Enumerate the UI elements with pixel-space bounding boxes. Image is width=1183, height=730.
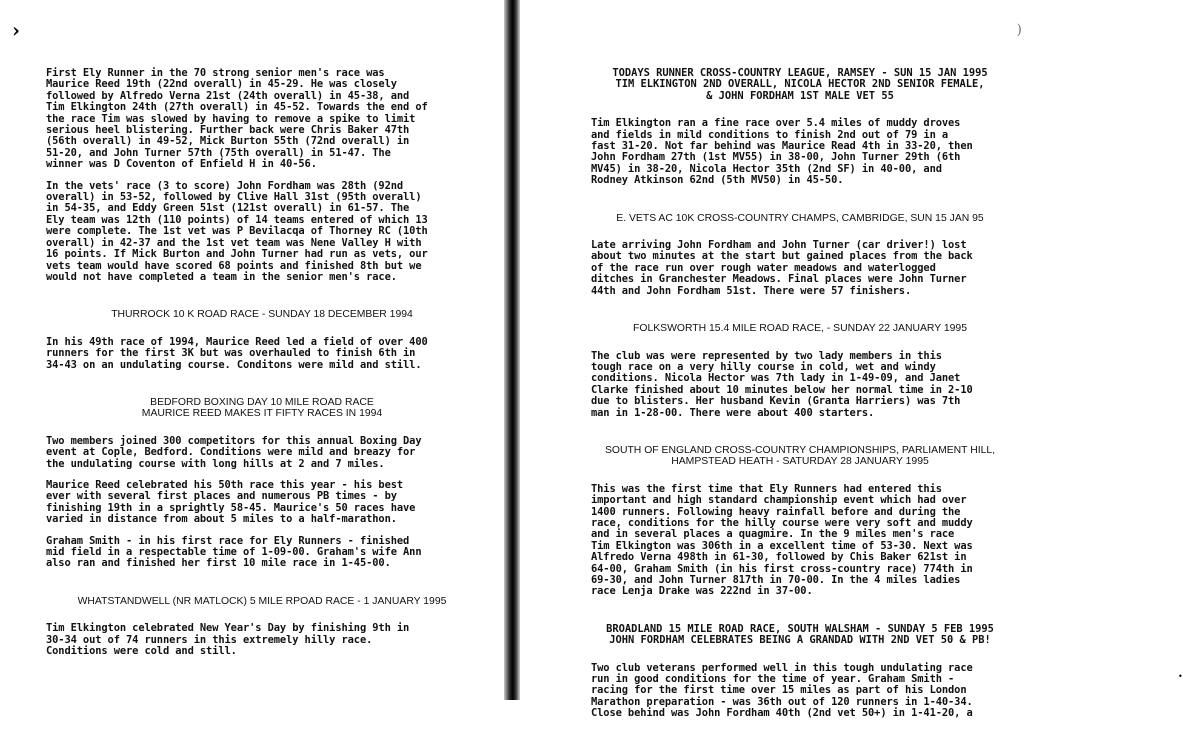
- race-heading: SOUTH OF ENGLAND CROSS-COUNTRY CHAMPIONSHIPS, PARLIAMENT HILL, HAMPSTEAD HEATH - SATURDAY 28 JANUARY 1995: [604, 444, 996, 468]
- left-page: [0, 0, 504, 700]
- race-heading: BROADLAND 15 MILE ROAD RACE, SOUTH WALSHAM - SUNDAY 5 FEB 1995 JOHN FORDHAM CELEBRATES BEING A GRANDAD WITH 2ND VET 50 & PB!: [606, 622, 994, 647]
- article-paragraph: Two members joined 300 competitors for this annual Boxing Day event at Cople, Bedford. Conditions were mild and breazy for the undulating course with long hills at 2 and 7 miles.: [46, 434, 422, 470]
- race-heading: FOLKSWORTH 15.4 MILE ROAD RACE, - SUNDAY 22 JANUARY 1995: [633, 323, 967, 335]
- article-paragraph: Two club veterans performed well in this tough undulating race run in good conditions for the time of year. Graham Smith - racing for the first time over 15 miles as part of his London Marathon preparation - was 36th out of 120 runners in 1-40-34. Close behind was John Fordham 40th (2nd vet 50+) in 1-41-20, a: [591, 661, 973, 720]
- article-paragraph: First Ely Runner in the 70 strong senior men's race was Maurice Reed 19th (22nd overall) in 45-29. He was closely followed by Alfredo Verna 21st (24th overall) in 45-38, and Tim Elkington 24th (27th overall) in 45-52. Towards the end of the race Tim was slowed by having to remove a spike to limit serious heel blistering. Further back were Chris Baker 47th (56th overall) in 49-52, Mick Burton 55th (72nd overall) in 51-20, and John Turner 57th (75th overall) in 51-47. The winner was D Coventon of Enfield H in 40-56.: [46, 67, 428, 171]
- article-paragraph: This was the first time that Ely Runners had entered this important and high standard championship event which had over 1400 runners. Following heavy rainfall before and during the race, conditions for the hilly course were very soft and muddy and in several places a quagmire. In the 9 miles men's race Tim Elkington was 306th in a excellent time of 53-30. Next was Alfredo Verna 498th in 61-30, followed by Chis Baker 621st in 64-00, Graham Smith (in his first cross-country race) 774th in 69-30, and John Turner 817th in 70-00. In the 4 miles ladies race Lenja Drake was 222nd in 37-00.: [591, 482, 973, 598]
- article-paragraph: Maurice Reed celebrated his 50th race this year - his best ever with several first places and numerous PB times - by finishing 19th in a sprightly 58-45. Maurice's 50 races have varied in distance from about 5 miles to a half-marathon.: [46, 478, 416, 526]
- article-paragraph: In the vets' race (3 to score) John Fordham was 28th (92nd overall) in 53-52, followed by Clive Hall 31st (95th overall) in 54-35, and Eddy Green 51st (121st overall) in 61-57. The Ely team was 12th (110 points) of 14 teams entered of which 13 were complete. The 1st vet was P Bevilacqa of Thorney RC (10th overall) in 42-37 and the 1st vet team was Nene Valley H with 16 points. If Mick Burton and John Turner had run as vets, our vets team would have scored 68 points and finished 8th but we would not have completed a team in the senior men's race.: [46, 179, 428, 283]
- corner-mark: ): [1016, 22, 1022, 38]
- page-gutter: [504, 0, 520, 700]
- race-heading: E. VETS AC 10K CROSS-COUNTRY CHAMPS, CAMBRIDGE, SUN 15 JAN 95: [616, 212, 984, 224]
- race-heading: THURROCK 10 K ROAD RACE - SUNDAY 18 DECEMBER 1994: [111, 309, 413, 321]
- race-heading: TODAYS RUNNER CROSS-COUNTRY LEAGUE, RAMSEY - SUN 15 JAN 1995 TIM ELKINGTON 2ND OVERALL, NICOLA HECTOR 2ND SENIOR FEMALE, & JOHN FORDHAM 1ST MALE VET 55: [612, 67, 988, 102]
- article-paragraph: Late arriving John Fordham and John Turner (car driver!) lost about two minutes at the start but gained places from the back of the race run over rough water meadows and waterlogged ditches in Granchester Meadows. Final places were John Turner 44th and John Fordham 51st. There were 57 finishers.: [591, 239, 973, 297]
- article-paragraph: In his 49th race of 1994, Maurice Reed led a field of over 400 runners for the first 3K but was overhauled to finish 6th in 34-43 on an undulating course. Conditons were mild and still.: [46, 335, 428, 371]
- right-text-column: [591, 68, 1009, 730]
- race-heading: WHATSTANDWELL (NR MATLOCK) 5 MILE RPOAD RACE - 1 JANUARY 1995: [77, 595, 447, 607]
- left-text-column: [46, 68, 478, 667]
- article-paragraph: Graham Smith - in his first race for Ely Runners - finished mid field in a respectable time of 1-09-00. Graham's wife Ann also ran and finished her first 10 mile race in 1-45-00.: [46, 534, 422, 570]
- corner-mark: ›: [12, 18, 20, 42]
- race-heading: BEDFORD BOXING DAY 10 MILE ROAD RACE MAURICE REED MAKES IT FIFTY RACES IN 1994: [141, 396, 383, 420]
- article-paragraph: The club was were represented by two lady members in this tough race on a very hilly course in cold, wet and windy conditions. Nicola Hector was 7th lady in 1-49-09, and Janet Clarke finished about 10 minutes below her normal time in 2-10 due to blisters. Her husband Kevin (Granta Harriers) was 7th man in 1-28-00. There were about 400 starters.: [591, 349, 973, 419]
- stray-mark: •: [1178, 672, 1183, 681]
- article-paragraph: Tim Elkington celebrated New Year's Day by finishing 9th in 30-34 out of 74 runners in this extremely hilly race. Conditions were cold and still.: [46, 622, 410, 658]
- article-paragraph: Tim Elkington ran a fine race over 5.4 miles of muddy droves and fields in mild conditions to finish 2nd out of 79 in a fast 31-20. Not far behind was Maurice Read 4th in 33-20, then John Fordham 27th (1st MV55) in 38-00, John Turner 29th (6th MV45) in 38-20, Nicola Hector 35th (2nd SF) in 40-00, and Rodney Atkinson 62nd (5th MV50) in 45-50.: [591, 117, 973, 187]
